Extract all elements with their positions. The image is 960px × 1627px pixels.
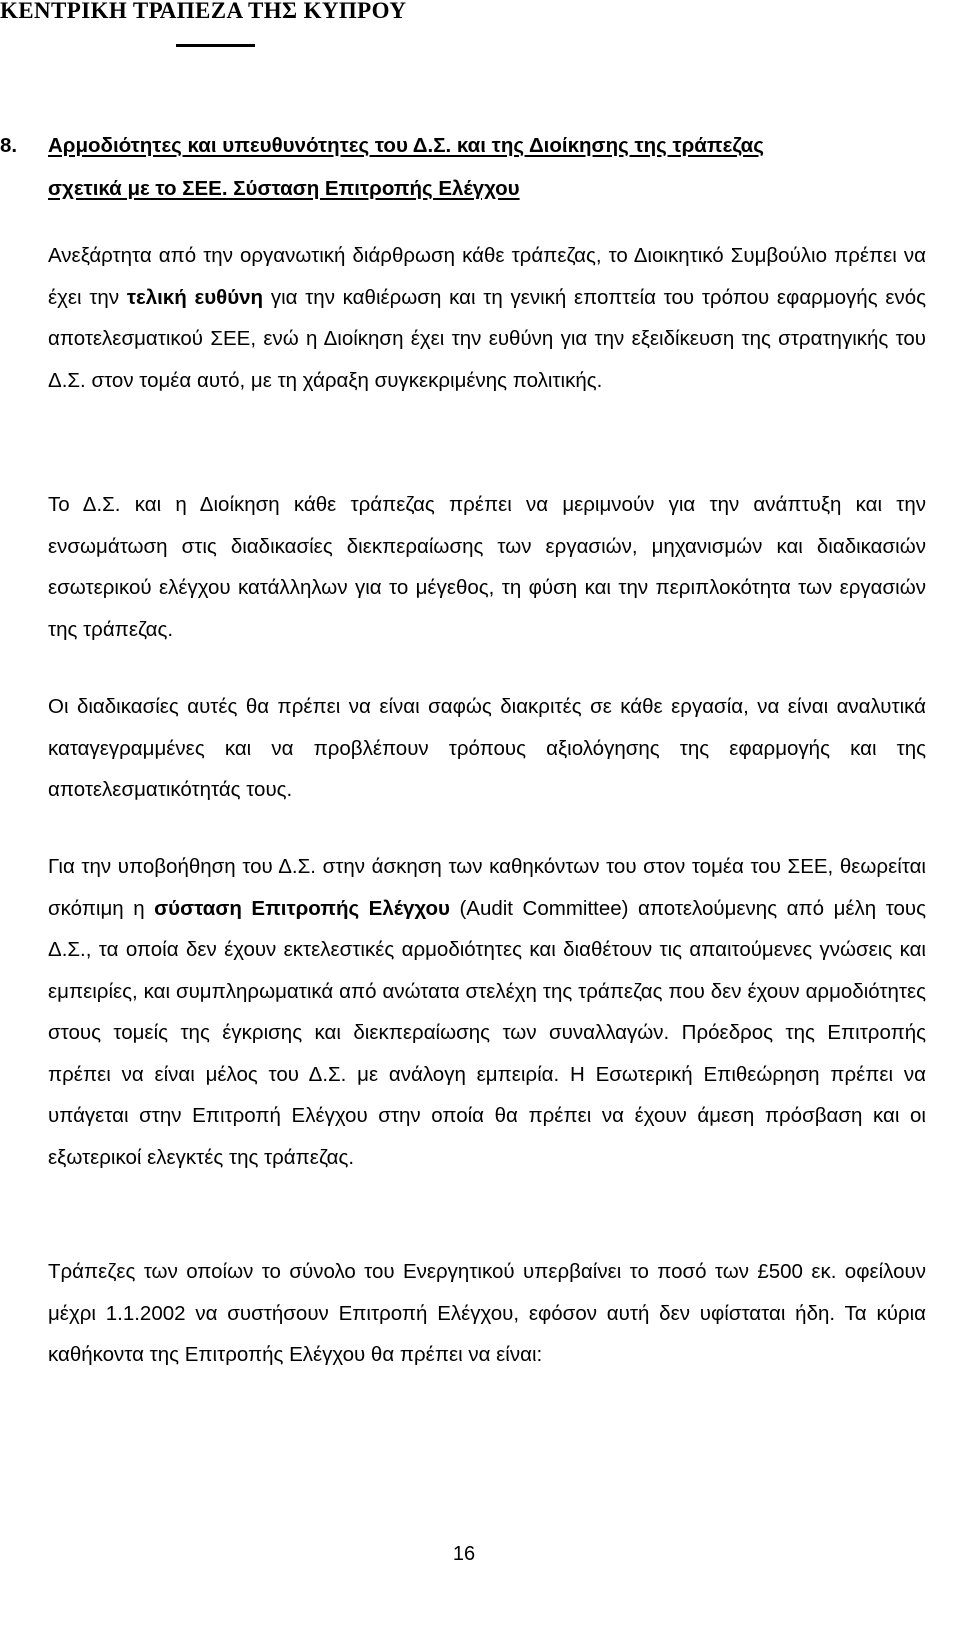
paragraph-4-bold: σύσταση Επιτροπής Ελέγχου <box>154 896 450 920</box>
page-number: 16 <box>452 1543 476 1565</box>
page-header-title: ΚΕΝΤΡΙΚΗ ΤΡΑΠΕΖΑ ΤΗΣ ΚΥΠΡΟΥ <box>0 0 407 23</box>
paragraph-5: Τράπεζες των οποίων το σύνολο του Ενεργητικού υπερβαίνει το ποσό των £500 εκ. οφείλουν μέχρι 1.1.2002 να συστήσουν Επιτροπή Ελέγχου, εφόσον αυτή δεν υφίσταται ήδη. Τα κύρια καθήκοντα της Επιτροπής Ελέγχου θα πρέπει να είναι: <box>48 1260 926 1366</box>
paragraph-4 <box>48 846 926 1178</box>
paragraph-1-text-b: για την καθιέρωση και τη γενική εποπτεία του τρόπου εφαρμογής ενός αποτελεσματικού ΣΕΕ, ενώ η Διοίκηση έχει την ευθύνη για την εξειδίκευση της στρατηγικής του Δ.Σ. στον τομέα αυτό, με τη χάραξη συγκεκριμένης πολιτικής. <box>48 285 926 392</box>
section-number: 8. <box>0 134 18 157</box>
paragraph-4-text-a: Για την υποβοήθηση του Δ.Σ. στην άσκηση των καθηκόντων του στον τομέα του ΣΕΕ, θεωρείται σκόπιμη η <box>48 855 926 920</box>
paragraph-2: Το Δ.Σ. και η Διοίκηση κάθε τράπεζας πρέπει να μεριμνούν για την ανάπτυξη και την ενσωμάτωση στις διαδικασίες διεκπεραίωσης των εργασιών, μηχανισμών και διαδικασιών εσωτερικού ελέγχου κατάλληλων για το μέγεθος, τη φύση και την περιπλοκότητα των εργασιών της τράπεζας. <box>48 493 926 641</box>
section-title-line2: σχετικά με το ΣΕΕ. Σύσταση Επιτροπής Ελέγχου <box>48 177 520 200</box>
section-heading <box>0 124 926 210</box>
paragraph-4-text-b: (Audit Committee) αποτελούμενης από μέλη τους Δ.Σ., τα οποία δεν έχουν εκτελεστικές αρμοδιότητες και διαθέτουν τις απαιτούμενες γνώσεις και εμπειρίες, και συμπληρωματικά από ανώτατα στελέχη της τράπεζας που δεν έχουν αρμοδιότητες στους τομείς της έγκρισης και διεκπεραίωσης των συναλλαγών. Πρόεδρος της Επιτροπής πρέπει να είναι μέλος του Δ.Σ. με ανάλογη εμπειρία. Η Εσωτερική Επιθεώρηση πρέπει να υπάγεται στην Επιτροπή Ελέγχου στην οποία θα πρέπει να έχουν άμεση πρόσβαση και οι εξωτερικοί ελεγκτές της τράπεζας. <box>48 896 927 1169</box>
paragraph-1-text-a: Ανεξάρτητα από την οργανωτική διάρθρωση κάθε τράπεζας, το Διοικητικό Συμβούλιο πρέπει να έχει την <box>48 244 926 309</box>
paragraph-1-bold: τελική ευθύνη <box>126 285 264 309</box>
header-rule <box>176 44 255 47</box>
section-title-line1: Αρμοδιότητες και υπευθυνότητες του Δ.Σ. και της Διοίκησης της τράπεζας <box>48 134 764 157</box>
paragraph-3: Οι διαδικασίες αυτές θα πρέπει να είναι σαφώς διακριτές σε κάθε εργασία, να είναι αναλυτικά καταγεγραμμένες και να προβλέπουν τρόπους αξιολόγησης της εφαρμογής και της αποτελεσματικότητάς τους. <box>48 695 926 801</box>
paragraph-1 <box>48 235 926 401</box>
